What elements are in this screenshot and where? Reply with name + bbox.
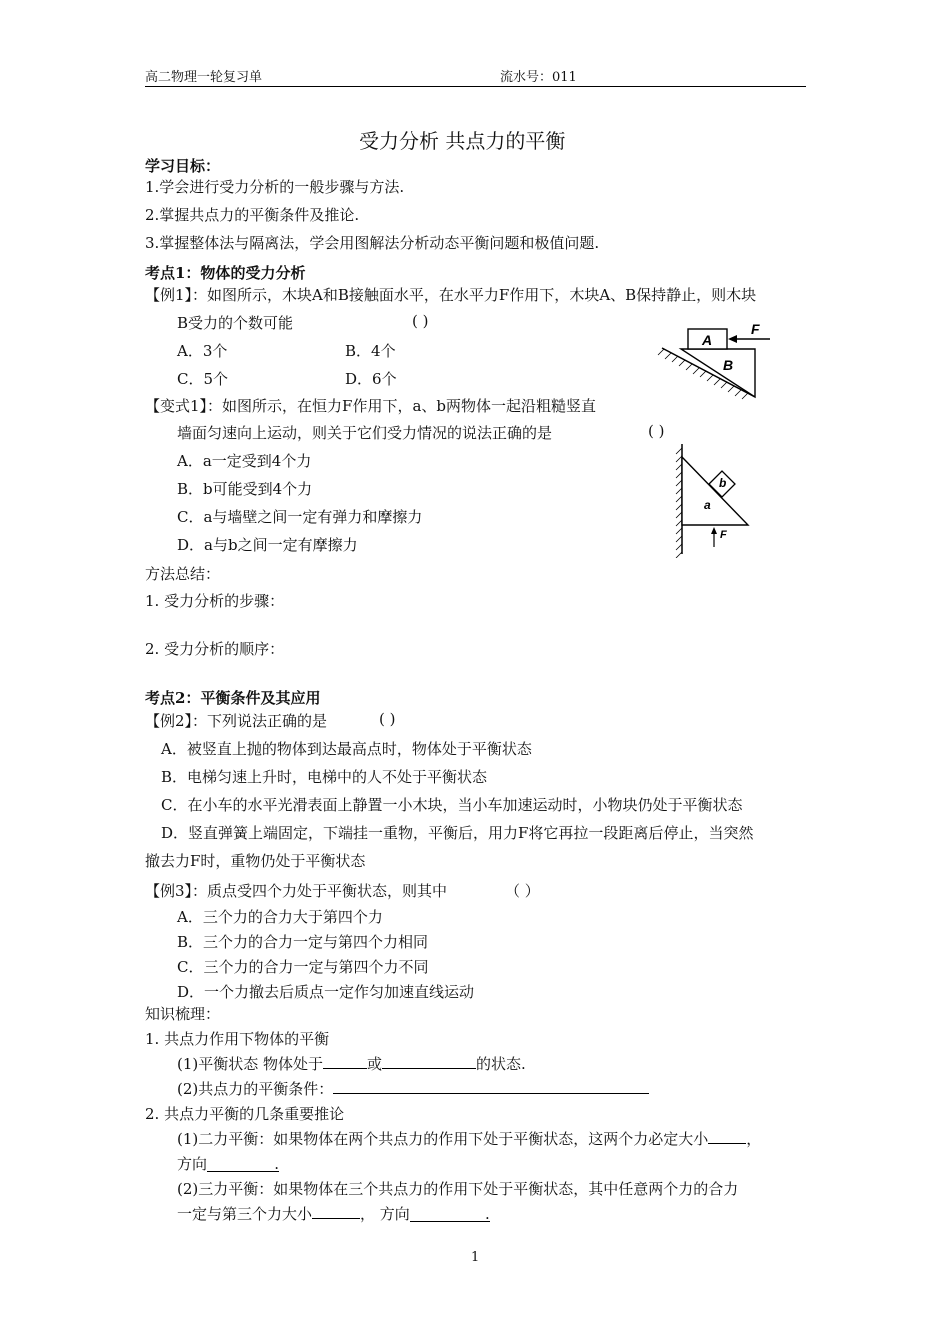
fig1-label-f: F bbox=[751, 321, 760, 337]
ex2-option-b[interactable]: B．电梯匀速上升时，电梯中的人不处于平衡状态 bbox=[161, 768, 488, 786]
figure-wall-blocks bbox=[670, 440, 755, 558]
ex3-question-line bbox=[145, 880, 447, 901]
ex2-option-a[interactable]: A．被竖直上抛的物体到达最高点时，物体处于平衡状态 bbox=[161, 740, 532, 758]
method-heading: 方法总结： bbox=[145, 565, 221, 583]
blank-field-1[interactable] bbox=[323, 1054, 367, 1069]
var1-option-c[interactable]: C．a与墙壁之间一定有弹力和摩擦力 bbox=[177, 508, 423, 526]
blank-field-3[interactable] bbox=[333, 1079, 649, 1094]
s2b2-prefix: 一定与第三个力大小 bbox=[177, 1205, 313, 1223]
ex2-answer-paren: ( ) bbox=[379, 710, 396, 728]
ex2-question-line bbox=[145, 710, 327, 731]
ex3-tag: 【例3】 bbox=[145, 882, 193, 900]
fig2-label-f: F bbox=[720, 529, 727, 541]
header-rule bbox=[145, 86, 806, 87]
s2a-end: ， bbox=[746, 1130, 762, 1148]
blank-field-2[interactable] bbox=[382, 1054, 476, 1069]
var1-option-b[interactable]: B．b可能受到4个力 bbox=[177, 480, 313, 498]
var1-answer-paren: ( ) bbox=[648, 422, 665, 440]
blank-field-7[interactable]: . bbox=[410, 1207, 490, 1222]
fig2-label-a: a bbox=[704, 498, 711, 512]
ex3-option-a[interactable]: A．三个力的合力大于第四个力 bbox=[177, 908, 383, 926]
figure-blocks-incline bbox=[655, 318, 780, 400]
fig2-label-b: b bbox=[719, 476, 727, 490]
var1-option-d[interactable]: D．a与b之间一定有摩擦力 bbox=[177, 536, 358, 554]
knowledge-s1b bbox=[177, 1078, 649, 1099]
ex3-option-d[interactable]: D．一个力撤去后质点一定作匀加速直线运动 bbox=[177, 983, 475, 1001]
ex2-option-d-cont: 撤去力F时，重物仍处于平衡状态 bbox=[145, 852, 366, 870]
ex1-tag: 【例1】 bbox=[145, 286, 193, 304]
knowledge-s2b: (2)三力平衡：如果物体在三个共点力的作用下处于平衡状态，其中任意两个力的合力 bbox=[177, 1180, 739, 1198]
ex3-option-c[interactable]: C．三个力的合力一定与第四个力不同 bbox=[177, 958, 429, 976]
knowledge-heading: 知识梳理： bbox=[145, 1005, 221, 1023]
ex1-question: ：如图所示，木块A和B接触面水平，在水平力F作用下，木块A、B保持静止，则木块 bbox=[192, 286, 757, 304]
ex3-question: ：质点受四个力处于平衡状态，则其中 bbox=[192, 882, 448, 900]
knowledge-s1: 1. 共点力作用下物体的平衡 bbox=[145, 1030, 330, 1048]
knowledge-s2b2 bbox=[177, 1203, 490, 1224]
ex1-option-a[interactable]: A．3个 bbox=[177, 342, 228, 360]
knowledge-s2a bbox=[177, 1128, 761, 1149]
fig1-label-b: B bbox=[723, 357, 734, 373]
knowledge-s2a2 bbox=[177, 1153, 279, 1174]
var1-tag: 【变式1】 bbox=[145, 397, 208, 415]
method-item-2: 2. 受力分析的顺序： bbox=[145, 640, 285, 658]
knowledge-s2: 2. 共点力平衡的几条重要推论 bbox=[145, 1105, 345, 1123]
ex1-option-c[interactable]: C．5个 bbox=[177, 370, 229, 388]
ex2-tag: 【例2】 bbox=[145, 712, 193, 730]
ex1-option-d[interactable]: D．6个 bbox=[345, 370, 397, 388]
ex3-option-b[interactable]: B．三个力的合力一定与第四个力相同 bbox=[177, 933, 429, 951]
goals-heading: 学习目标： bbox=[145, 157, 221, 175]
header-right: 流水号：011 bbox=[500, 70, 577, 85]
ex1-line1 bbox=[145, 284, 756, 305]
blank-field-5[interactable]: . bbox=[207, 1157, 279, 1172]
s1a-prefix: (1)平衡状态 物体处于 bbox=[177, 1055, 324, 1073]
ex1-option-b[interactable]: B．4个 bbox=[345, 342, 396, 360]
ex2-option-d[interactable]: D．竖直弹簧上端固定，下端挂一重物，平衡后，用力F将它再拉一段距离后停止，当突然 bbox=[161, 824, 754, 842]
s2b2-mid: ， 方向 bbox=[360, 1205, 410, 1223]
goal-item-2: 2.掌握共点力的平衡条件及推论. bbox=[145, 206, 360, 224]
k1-heading: 考点1：物体的受力分析 bbox=[145, 264, 306, 282]
s2a-text: (1)二力平衡：如果物体在两个共点力的作用下处于平衡状态，这两个力必定大小 bbox=[177, 1130, 709, 1148]
goal-item-3: 3.掌握整体法与隔离法，学会用图解法分析动态平衡问题和极值问题. bbox=[145, 234, 600, 252]
page-number: 1 bbox=[471, 1250, 480, 1265]
goal-item-1: 1.学会进行受力分析的一般步骤与方法. bbox=[145, 178, 405, 196]
header-left: 高二物理一轮复习单 bbox=[145, 70, 263, 85]
k2-heading: 考点2：平衡条件及其应用 bbox=[145, 689, 321, 707]
fig1-label-a: A bbox=[702, 332, 713, 348]
ex1-answer-paren: ( ) bbox=[412, 312, 429, 330]
var1-question: ：如图所示，在恒力F作用下，a、b两物体一起沿粗糙竖直 bbox=[207, 397, 597, 415]
blank-field-4[interactable] bbox=[708, 1129, 746, 1144]
ex2-option-c[interactable]: C．在小车的水平光滑表面上静置一小木块，当小车加速运动时，小物块仍处于平衡状态 bbox=[161, 796, 743, 814]
s2a2-text: 方向 bbox=[177, 1155, 208, 1173]
var1-line2: 墙面匀速向上运动，则关于它们受力情况的说法正确的是 bbox=[177, 424, 553, 442]
var1-line1 bbox=[145, 395, 596, 416]
s1b-label: (2)共点力的平衡条件： bbox=[177, 1080, 334, 1098]
ex1-line2: B受力的个数可能 bbox=[177, 314, 294, 332]
blank-field-6[interactable] bbox=[312, 1204, 360, 1219]
ex3-answer-paren: （ ） bbox=[505, 882, 540, 900]
ex2-question: ：下列说法正确的是 bbox=[192, 712, 328, 730]
s1a-mid: 或 bbox=[367, 1055, 383, 1073]
knowledge-s1a bbox=[177, 1053, 526, 1074]
var1-option-a[interactable]: A．a一定受到4个力 bbox=[177, 452, 312, 470]
method-item-1: 1. 受力分析的步骤： bbox=[145, 592, 285, 610]
s1a-suffix: 的状态. bbox=[476, 1055, 526, 1073]
page-title: 受力分析 共点力的平衡 bbox=[359, 129, 566, 153]
